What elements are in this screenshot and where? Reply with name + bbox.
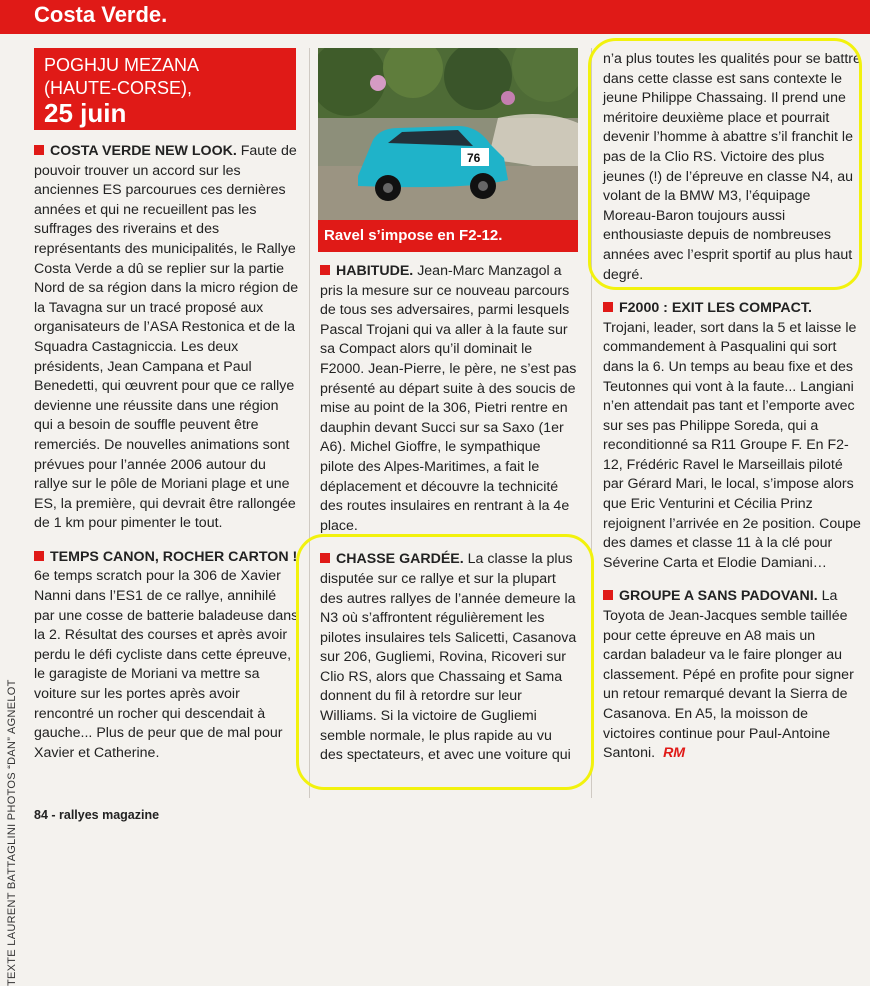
- paragraph-groupe-a: [603, 587, 861, 763]
- paragraph-text: Jean-Marc Manzagol a pris la mesure sur ce nouveau parcours de tous ses adversaires, parmi lesquels Pascal Trojani qui va aller à la faute sur sa Compact alors qu’il dominait le F2000. Jean-Pierre, le père, ne s’est pas présenté au départ suite à des soucis de mise au point de la 306, Pietri rentre en dauphin devant Succi sur sa Saxo (1er A6). Michel Gioffre, le sympathique pilote des Alpes-Maritimes, a fait le déplacement et découvre la technicité des routes insulaires en rentrant à la 4e place.: [320, 263, 577, 534]
- event-date: 25 juin: [44, 98, 127, 128]
- bullet-square-icon: [34, 145, 44, 155]
- author-signature: RM: [663, 745, 686, 762]
- highlight-marker-bottom-middle: [296, 534, 594, 790]
- paragraph-temps-canon: [34, 548, 299, 764]
- rally-photo: [318, 48, 578, 220]
- paragraph-heading: TEMPS CANON, ROCHER CARTON !: [50, 548, 298, 565]
- page-footer: 84 - rallyes magazine: [34, 808, 160, 822]
- column-1: [34, 142, 299, 777]
- photo-caption-text: Ravel s’impose en F2-12.: [324, 227, 503, 244]
- photo-caption: [318, 220, 578, 252]
- paragraph-heading: COSTA VERDE NEW LOOK.: [50, 143, 237, 159]
- paragraph-heading: F2000 : EXIT LES COMPACT.: [619, 300, 812, 317]
- paragraph-text: Faute de pouvoir trouver un accord sur les anciennes ES parcourues ces dernières années et qui ne recueillent pas les suffrages des riverains et des représentants des municipalités, le Rallye Costa Verde a dû se replier sur la partie Nord de sa région dans la micro région de la Tavagna sur un tracé proposé aux organisateurs de l’ASA Restonica et de la Squadra Castagniccia. Les deux présidents, Jean Campana et Paul Benedetti, qui œuvrent pour que ce rallye devienne une réussite dans une région qui a besoin de souffle peuvent être remerciés. De nouvelles animations sont prévues pour l’année 2006 autour du rallye sur le pôle de Moriani plage et une ES, la première, qui devrait être rallongée de 1 km pour pimenter le tout.: [34, 143, 299, 532]
- page-title: Costa Verde.: [34, 2, 168, 27]
- bullet-square-icon: [320, 265, 330, 275]
- paragraph-text: 6e temps scratch pour la 306 de Xavier Nanni dans l’ES1 de ce rallye, annihilé par une cosse de batterie baladeuse dans la 2. Résultat des courses et après avoir perdu le défi cycliste dans cette épreuve, le garagiste de Moriani va mettre sa voiture sur les portes après avoir rencontré un rocher qui descendait à gauche... Plus de peur que de mal pour Xavier et Catherine.: [34, 568, 299, 761]
- svg-text:76: 76: [467, 151, 481, 165]
- photo-credit: TEXTE LAURENT BATTAGLINI PHOTOS “DAN” AGNELOT: [6, 679, 18, 986]
- bullet-square-icon: [34, 551, 44, 561]
- paragraph-text: Trojani, leader, sort dans la 5 et laisse le commandement à Pasqualini qui sort dans la 6. Un temps au beau fixe et des Teutonnes qui vont à la faute... Langiani n’en attendait pas tant et l’emporte avec sur ses pas Philippe Soreda, qui a reconditionné sa R11 Groupe F. En F2-12, Frédéric Ravel le Marseillais piloté par Gérard Mari, le local, s’impose alors que Eric Venturini et Cécilia Prinz rejoignent l’arrivée en 2e position. Coupe des dames et classe 11 à la clé pour Séverine Carta et Elodie Damiani…: [603, 319, 861, 571]
- bullet-square-icon: [603, 590, 613, 600]
- event-region: (HAUTE-CORSE),: [44, 78, 192, 98]
- rally-car-illustration: [318, 48, 578, 220]
- paragraph-habitude: [320, 262, 578, 536]
- paragraph-heading: CHASSE GARDÉE.: [336, 551, 464, 568]
- paragraph-text: La classe la plus disputée sur ce rallye et sur la plupart des autres rallyes de l’année demeure la N3 où s’affrontent régulièrement les pilotes insulaires tels Salicetti, Casanova sur 206, Gugliemi, Rovina, Ricoveri sur Clio RS, alors que Chassaing et Sama donnent du fil à retordre sur leur Williams. Si la victoire de Gugliemi semble normale, le plus rapide au vu des spectateurs, et avec une voiture qui: [320, 551, 577, 764]
- paragraph-text: n’a plus toutes les qualités pour se battre dans cette classe est sans contexte le jeune Philippe Chassaing. Il prend une méritoire deuxième place et pourrait devenir l’homme à abattre s’il franchit le pas de la Clio RS. Victoire des plus jeunes (!) de l’épreuve en classe N4, au volant de la BMW M3, l’équipage Moreau-Baron toujours aussi enthousiaste depuis de nombreuses années avec l’esprit sportif au plus haut degré.: [603, 51, 861, 283]
- paragraph-text: La Toyota de Jean-Jacques semble taillée pour cette épreuve en A8 mais un cardan baladeur va le faire plonger au classement. Pépé en profite pour signer un retour remarqué devant la Sierra de Casanova. En A5, la moisson de victoires continue pour Paul-Antoine Santoni.: [603, 588, 854, 762]
- paragraph-heading: HABITUDE.: [336, 263, 414, 279]
- paragraph-costa-verde: [34, 142, 299, 534]
- highlight-marker-top-right: [588, 38, 862, 290]
- paragraph-f2000: [603, 299, 861, 573]
- paragraph-heading: GROUPE A SANS PADOVANI.: [619, 588, 818, 605]
- event-box: [34, 48, 296, 130]
- event-location: POGHJU MEZANA: [44, 55, 200, 75]
- header-bar: [0, 0, 870, 34]
- bullet-square-icon: [603, 302, 613, 312]
